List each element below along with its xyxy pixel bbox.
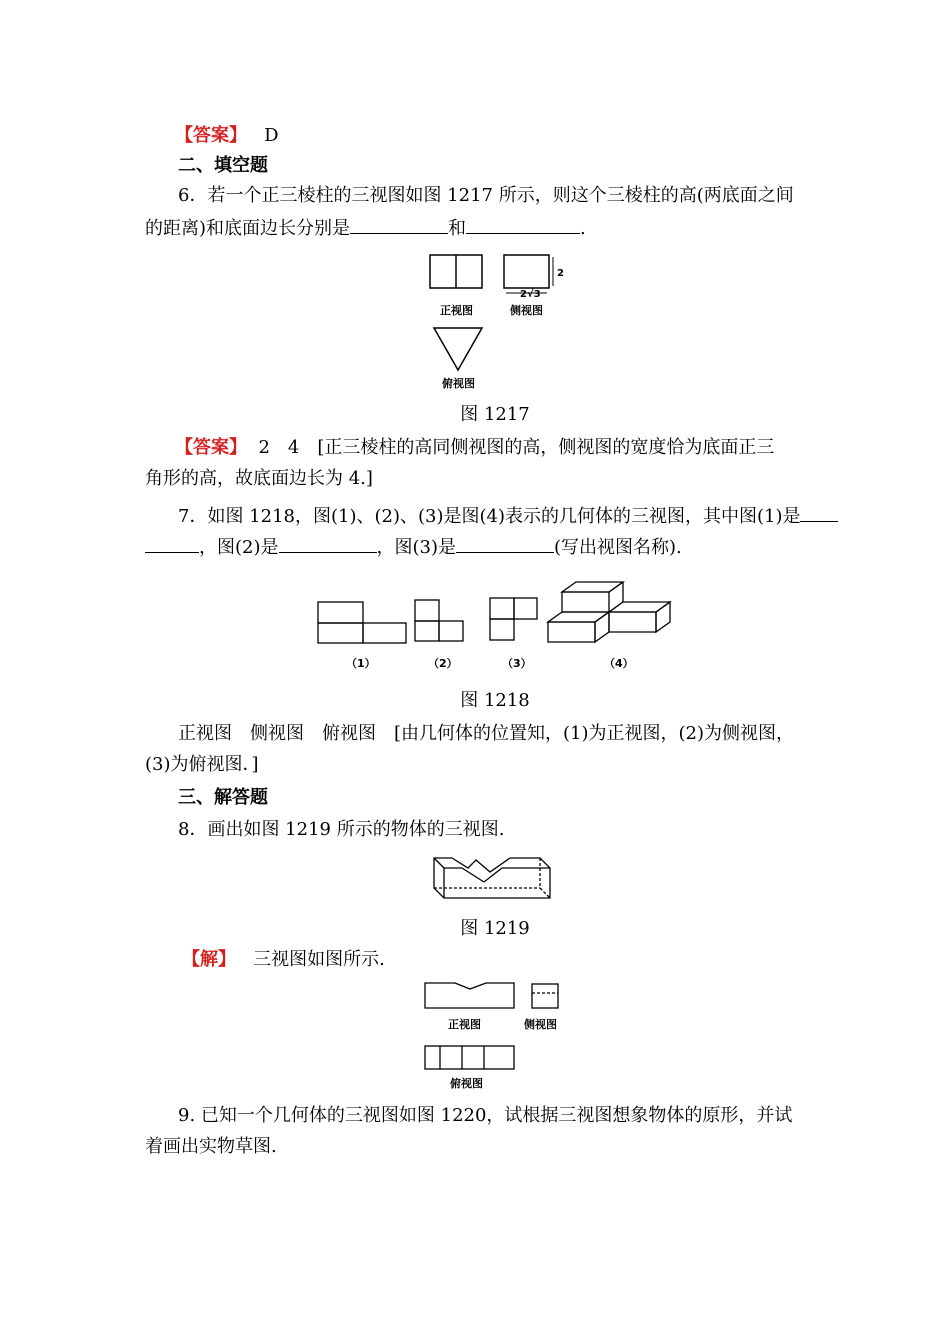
side-view-label: 侧视图 [510, 304, 543, 317]
answer-label: 【答案】 [175, 125, 247, 146]
q7-text-line2: ，图(2)是 ，图(3)是 (写出视图名称). [145, 534, 682, 560]
answer-blank [350, 215, 448, 234]
answer-blank [466, 215, 580, 234]
figure-1219 [428, 850, 558, 910]
q6-answer-line1: 【答案】 2 4 [正三棱柱的高同侧视图的高，侧视图的宽度恰为底面正三 [175, 437, 775, 458]
figure-1217-caption: 图 1217 [460, 404, 530, 425]
fig-label-1: （1） [346, 657, 376, 670]
q7-answer-line1: 正视图 侧视图 俯视图 [由几何体的位置知，(1)为正视图，(2)为侧视图， [178, 723, 795, 744]
q6-answer-line2: 角形的高，故底面边长为 4.] [145, 468, 373, 489]
answer-label: 【答案】 [175, 437, 247, 458]
q7-answer-line2: (3)为俯视图．] [145, 754, 259, 775]
section-fill-blank-heading: 二、填空题 [178, 155, 268, 176]
figure-solution [420, 980, 570, 1092]
solution-side-view [532, 984, 558, 1008]
top-view-label: 俯视图 [442, 377, 475, 390]
answer-blank [456, 534, 554, 553]
solution-front-label: 正视图 [448, 1018, 481, 1031]
q8-solution: 【解】 三视图如图所示. [182, 949, 385, 970]
solution-top-label: 俯视图 [450, 1077, 483, 1090]
q9-text-line1: 9. 已知一个几何体的三视图如图 1220，试根据三视图想象物体的原形，并试 [178, 1105, 793, 1126]
q6-text-line2: 的距离)和底面边长分别是 和 . [145, 215, 586, 241]
top-view-triangle [434, 328, 482, 370]
solution-front-view [425, 983, 514, 1008]
q9-text-line2: 着画出实物草图. [145, 1136, 277, 1157]
dim-width-label: 2√3 [520, 289, 541, 300]
section-solution-heading: 三、解答题 [178, 787, 268, 808]
q6-text-line1: 6．若一个正三棱柱的三视图如图 1217 所示，则这个三棱柱的高(两底面之间 [178, 185, 794, 206]
answer-value: D [264, 125, 279, 146]
solution-side-label: 侧视图 [524, 1018, 557, 1031]
solution-label: 【解】 [182, 949, 236, 970]
answer-blank [145, 534, 199, 553]
solution-top-view [425, 1046, 514, 1069]
figure-1217 [420, 250, 570, 400]
side-view-rect [504, 255, 549, 288]
dim-height-label: 2 [557, 268, 564, 279]
fig-label-3: （3） [502, 657, 532, 670]
figure-1218-caption: 图 1218 [460, 690, 530, 711]
q8-text-line1: 8．画出如图 1219 所示的物体的三视图. [178, 819, 505, 840]
figure-1219-caption: 图 1219 [460, 918, 530, 939]
q5-answer [175, 124, 279, 148]
fig-label-2: （2） [428, 657, 458, 670]
front-view-label: 正视图 [440, 304, 473, 317]
fig-label-4: （4） [604, 657, 634, 670]
answer-blank [279, 534, 377, 553]
answer-blank [800, 503, 838, 522]
figure-1218 [310, 572, 680, 680]
q7-text-line1: 7．如图 1218，图(1)、(2)、(3)是图(4)表示的几何体的三视图，其中图(1)是 [178, 503, 838, 529]
